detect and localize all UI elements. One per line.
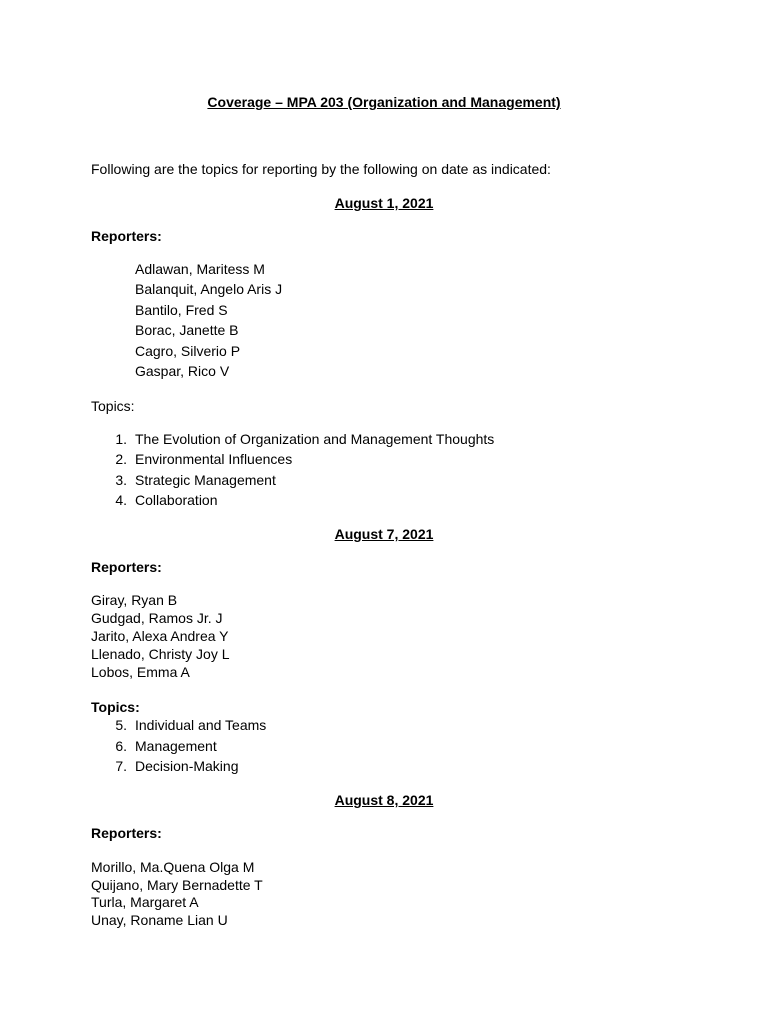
topic-item: The Evolution of Organization and Management Thoughts — [135, 431, 495, 447]
reporter-name: Llenado, Christy Joy L — [91, 646, 230, 662]
session-1-reporters-label: Reporters: — [91, 228, 162, 244]
topic-item: Decision-Making — [135, 758, 239, 774]
topic-item: Individual and Teams — [135, 717, 267, 733]
reporter-name: Borac, Janette B — [135, 322, 239, 338]
topic-number: 2. — [115, 451, 127, 467]
reporter-name: Unay, Roname Lian U — [91, 912, 228, 928]
topic-item: Strategic Management — [135, 472, 276, 488]
reporter-name: Jarito, Alexa Andrea Y — [91, 628, 229, 644]
session-2-topics-label: Topics: — [91, 699, 140, 715]
reporter-name: Gudgad, Ramos Jr. J — [91, 610, 223, 626]
session-2-reporters-label: Reporters: — [91, 559, 162, 575]
topic-item: Environmental Influences — [135, 451, 293, 467]
session-1-date: August 1, 2021 — [334, 195, 434, 211]
topic-item: Collaboration — [135, 492, 218, 508]
reporter-name: Cagro, Silverio P — [135, 343, 241, 359]
document-title: Coverage – MPA 203 (Organization and Management) — [207, 94, 561, 110]
reporter-name: Bantilo, Fred S — [135, 302, 228, 318]
topic-number: 1. — [115, 431, 127, 447]
session-2-date: August 7, 2021 — [334, 526, 434, 542]
reporter-name: Morillo, Ma.Quena Olga M — [91, 859, 255, 875]
session-3-date: August 8, 2021 — [334, 792, 434, 808]
reporter-name: Adlawan, Maritess M — [135, 261, 265, 277]
topic-number: 3. — [115, 472, 127, 488]
reporter-name: Quijano, Mary Bernadette T — [91, 877, 263, 893]
reporter-name: Turla, Margaret A — [91, 894, 199, 910]
reporter-name: Balanquit, Angelo Aris J — [135, 281, 283, 297]
session-3-reporters-label: Reporters: — [91, 825, 162, 841]
topic-number: 4. — [115, 492, 127, 508]
topic-number: 6. — [115, 738, 127, 754]
reporter-name: Giray, Ryan B — [91, 592, 178, 608]
topic-number: 7. — [115, 758, 127, 774]
reporter-name: Lobos, Emma A — [91, 664, 190, 680]
intro-paragraph: Following are the topics for reporting by the following on date as indicated: — [91, 161, 551, 177]
topic-number: 5. — [115, 717, 127, 733]
session-1-topics-label: Topics: — [91, 398, 135, 414]
reporter-name: Gaspar, Rico V — [135, 363, 230, 379]
topic-item: Management — [135, 738, 217, 754]
